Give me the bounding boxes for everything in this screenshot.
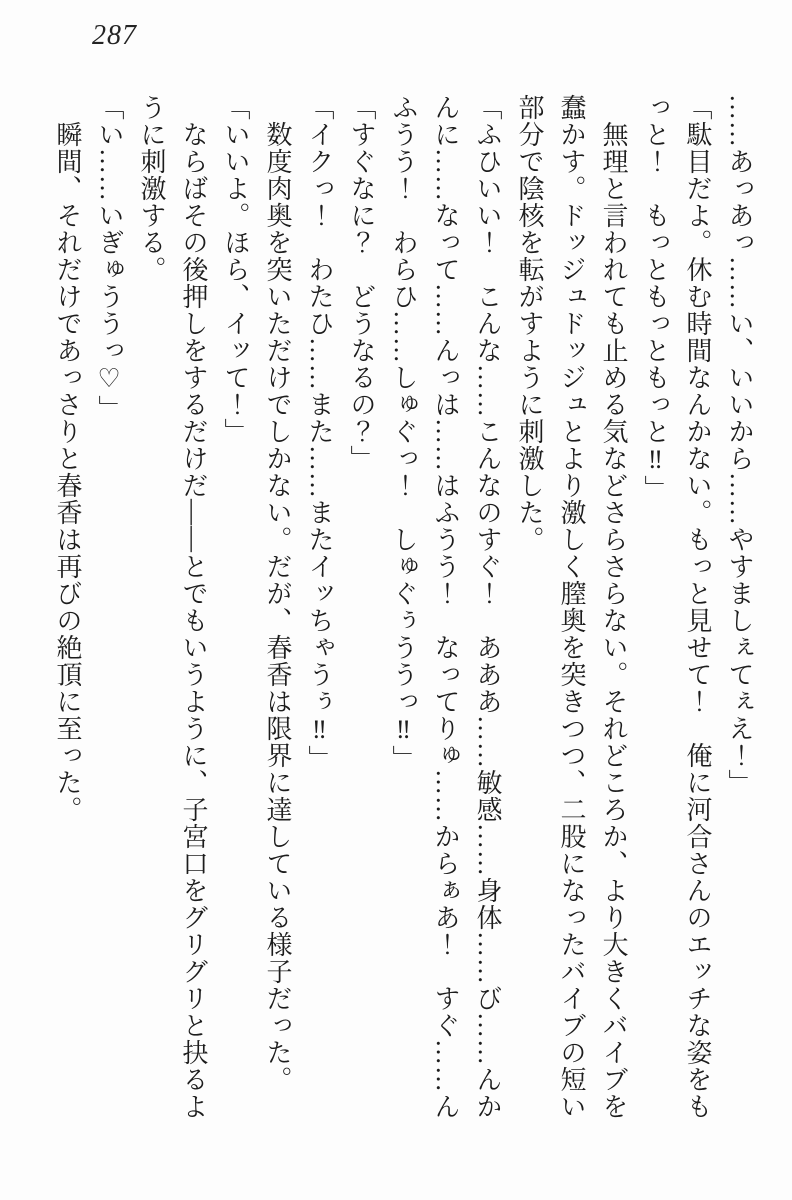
text-column: ……あっあっ……い、いいから……やすましぇてぇえ！」: [725, 94, 754, 796]
text-column: うに刺激する。: [137, 94, 166, 283]
text-column: 「イクっ！ わたひ……また……またイッちゃうぅ‼」: [305, 94, 334, 772]
text-column: ならばその後押しをするだけだ――とでもいうように、子宮口をグリグリと抉るよ: [179, 94, 208, 1120]
text-column: 無理と言われても止める気などさらさらない。それどころか、より大きくバイブを: [599, 94, 628, 1120]
text-column: んに……なって……んっは……はふうう！ なってりゅ……からぁあ！ すぐ……ん: [431, 94, 460, 1120]
vertical-text-area: [44, 94, 760, 1138]
text-column: 蠢かす。ドッジュドッジュとより激しく膣奥を突きつつ、二股になったバイブの短い: [557, 94, 586, 1120]
text-column: 数度肉奥を突いただけでしかない。だが、春香は限界に達している様子だった。: [263, 94, 292, 1093]
text-column: 部分で陰核を転がすように刺激した。: [515, 94, 544, 553]
text-column: 瞬間、それだけであっさりと春香は再びの絶頂に至った。: [53, 94, 82, 823]
text-column: っと！ もっともっともっと‼」: [641, 94, 670, 502]
text-column: 「いいよ。ほら、イッて！」: [221, 94, 250, 445]
text-column: 「ふひいい！ こんな……こんなのすぐ！ あああ……敏感……身体……び……んか: [473, 94, 502, 1120]
page-number: 287: [92, 20, 137, 51]
text-column: 「すぐなに？ どうなるの？」: [347, 94, 376, 472]
text-column: 「駄目だよ。休む時間なんかない。もっと見せて！ 俺に河合さんのエッチな姿をも: [683, 94, 712, 1120]
text-column: 「い……いぎゅううっ♡」: [95, 94, 124, 422]
text-column: ふうう！ わらひ……しゅぐっ！ しゅぐぅううっ‼」: [389, 94, 418, 772]
